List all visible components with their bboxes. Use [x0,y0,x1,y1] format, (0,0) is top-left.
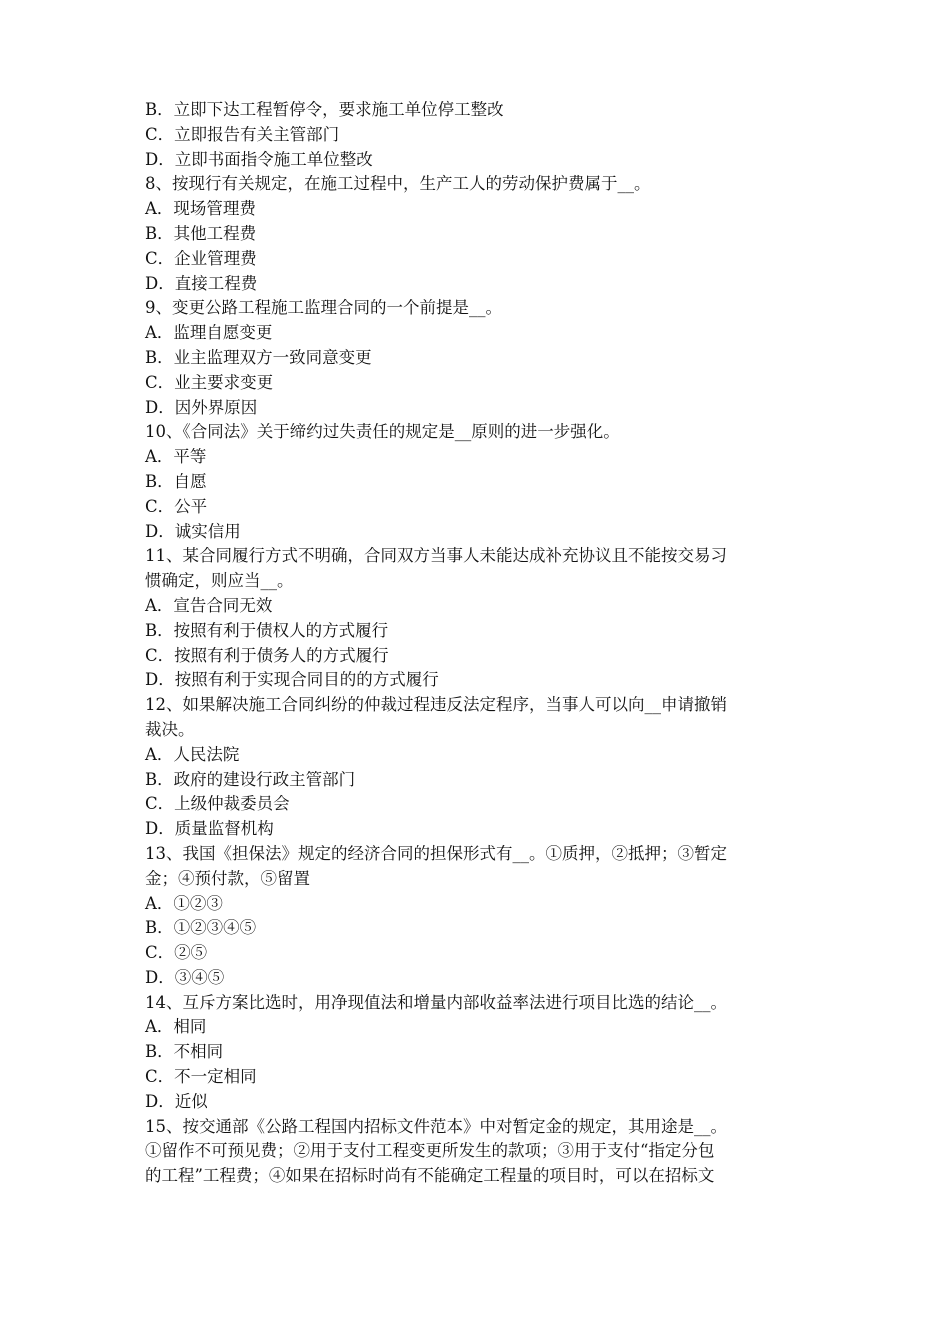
option-11c: C．按照有利于债务人的方式履行 [145,645,389,665]
option-12b: B．政府的建设行政主管部门 [145,769,356,789]
question-14: 14、互斥方案比选时，用净现值法和增量内部收益率法进行项目比选的结论__。 [145,992,727,1012]
question-11-line-1: 11、某合同履行方式不明确，合同双方当事人未能达成补充协议且不能按交易习 [145,546,727,566]
option-10b: B．自愿 [145,471,207,491]
question-15-line-1: 15、按交通部《公路工程国内招标文件范本》中对暂定金的规定，其用途是__。 [145,1116,727,1136]
question-15-line-2: ①留作不可预见费；②用于支付工程变更所发生的款项；③用于支付“指定分包 [145,1141,715,1161]
option-14b: B．不相同 [145,1042,224,1062]
question-9: 9、变更公路工程施工监理合同的一个前提是__。 [145,298,502,318]
question-8: 8、按现行有关规定，在施工过程中，生产工人的劳动保护费属于__。 [145,174,651,194]
option-11a: A．宣告合同无效 [145,595,273,615]
question-12-line-2: 裁决。 [145,719,195,739]
option-9b: B．业主监理双方一致同意变更 [145,347,372,367]
option-12c: C．上级仲裁委员会 [145,794,290,814]
option-14d: D．近似 [145,1091,208,1111]
option-13d: D．③④⑤ [145,967,225,987]
option-11b: B．按照有利于债权人的方式履行 [145,620,389,640]
option-13b: B．①②③④⑤ [145,918,257,938]
option-8c: C．企业管理费 [145,248,257,268]
option-9a: A．监理自愿变更 [145,323,273,343]
option-10c: C．公平 [145,496,208,516]
option-7d: D．立即书面指令施工单位整改 [145,149,373,169]
question-13-line-1: 13、我国《担保法》规定的经济合同的担保形式有__。①质押，②抵押；③暂定 [145,843,727,863]
question-13-line-2: 金；④预付款，⑤留置 [145,868,310,888]
question-12-line-1: 12、如果解决施工合同纠纷的仲裁过程违反法定程序，当事人可以向__申请撤销 [145,695,727,715]
option-10a: A．平等 [145,447,207,467]
question-11-line-2: 惯确定，则应当__。 [145,571,294,591]
option-8d: D．直接工程费 [145,273,258,293]
option-12d: D．质量监督机构 [145,819,274,839]
option-9c: C．业主要求变更 [145,372,274,392]
option-7c: C．立即报告有关主管部门 [145,124,340,144]
option-12a: A．人民法院 [145,744,240,764]
question-10: 10、《合同法》关于缔约过失责任的规定是__原则的进一步强化。 [145,422,620,442]
option-7b: B．立即下达工程暂停令，要求施工单位停工整改 [145,100,504,119]
option-8a: A．现场管理费 [145,199,256,219]
option-8b: B．其他工程费 [145,223,257,243]
document-body [145,98,815,1189]
option-14c: C．不一定相同 [145,1067,257,1087]
question-15-line-3: 的工程”工程费；④如果在招标时尚有不能确定工程量的项目时，可以在招标文 [145,1166,715,1186]
option-9d: D．因外界原因 [145,397,258,417]
option-14a: A．相同 [145,1017,207,1037]
option-10d: D．诚实信用 [145,521,241,541]
option-11d: D．按照有利于实现合同目的的方式履行 [145,670,439,690]
option-13a: A．①②③ [145,893,223,913]
option-13c: C．②⑤ [145,943,208,963]
